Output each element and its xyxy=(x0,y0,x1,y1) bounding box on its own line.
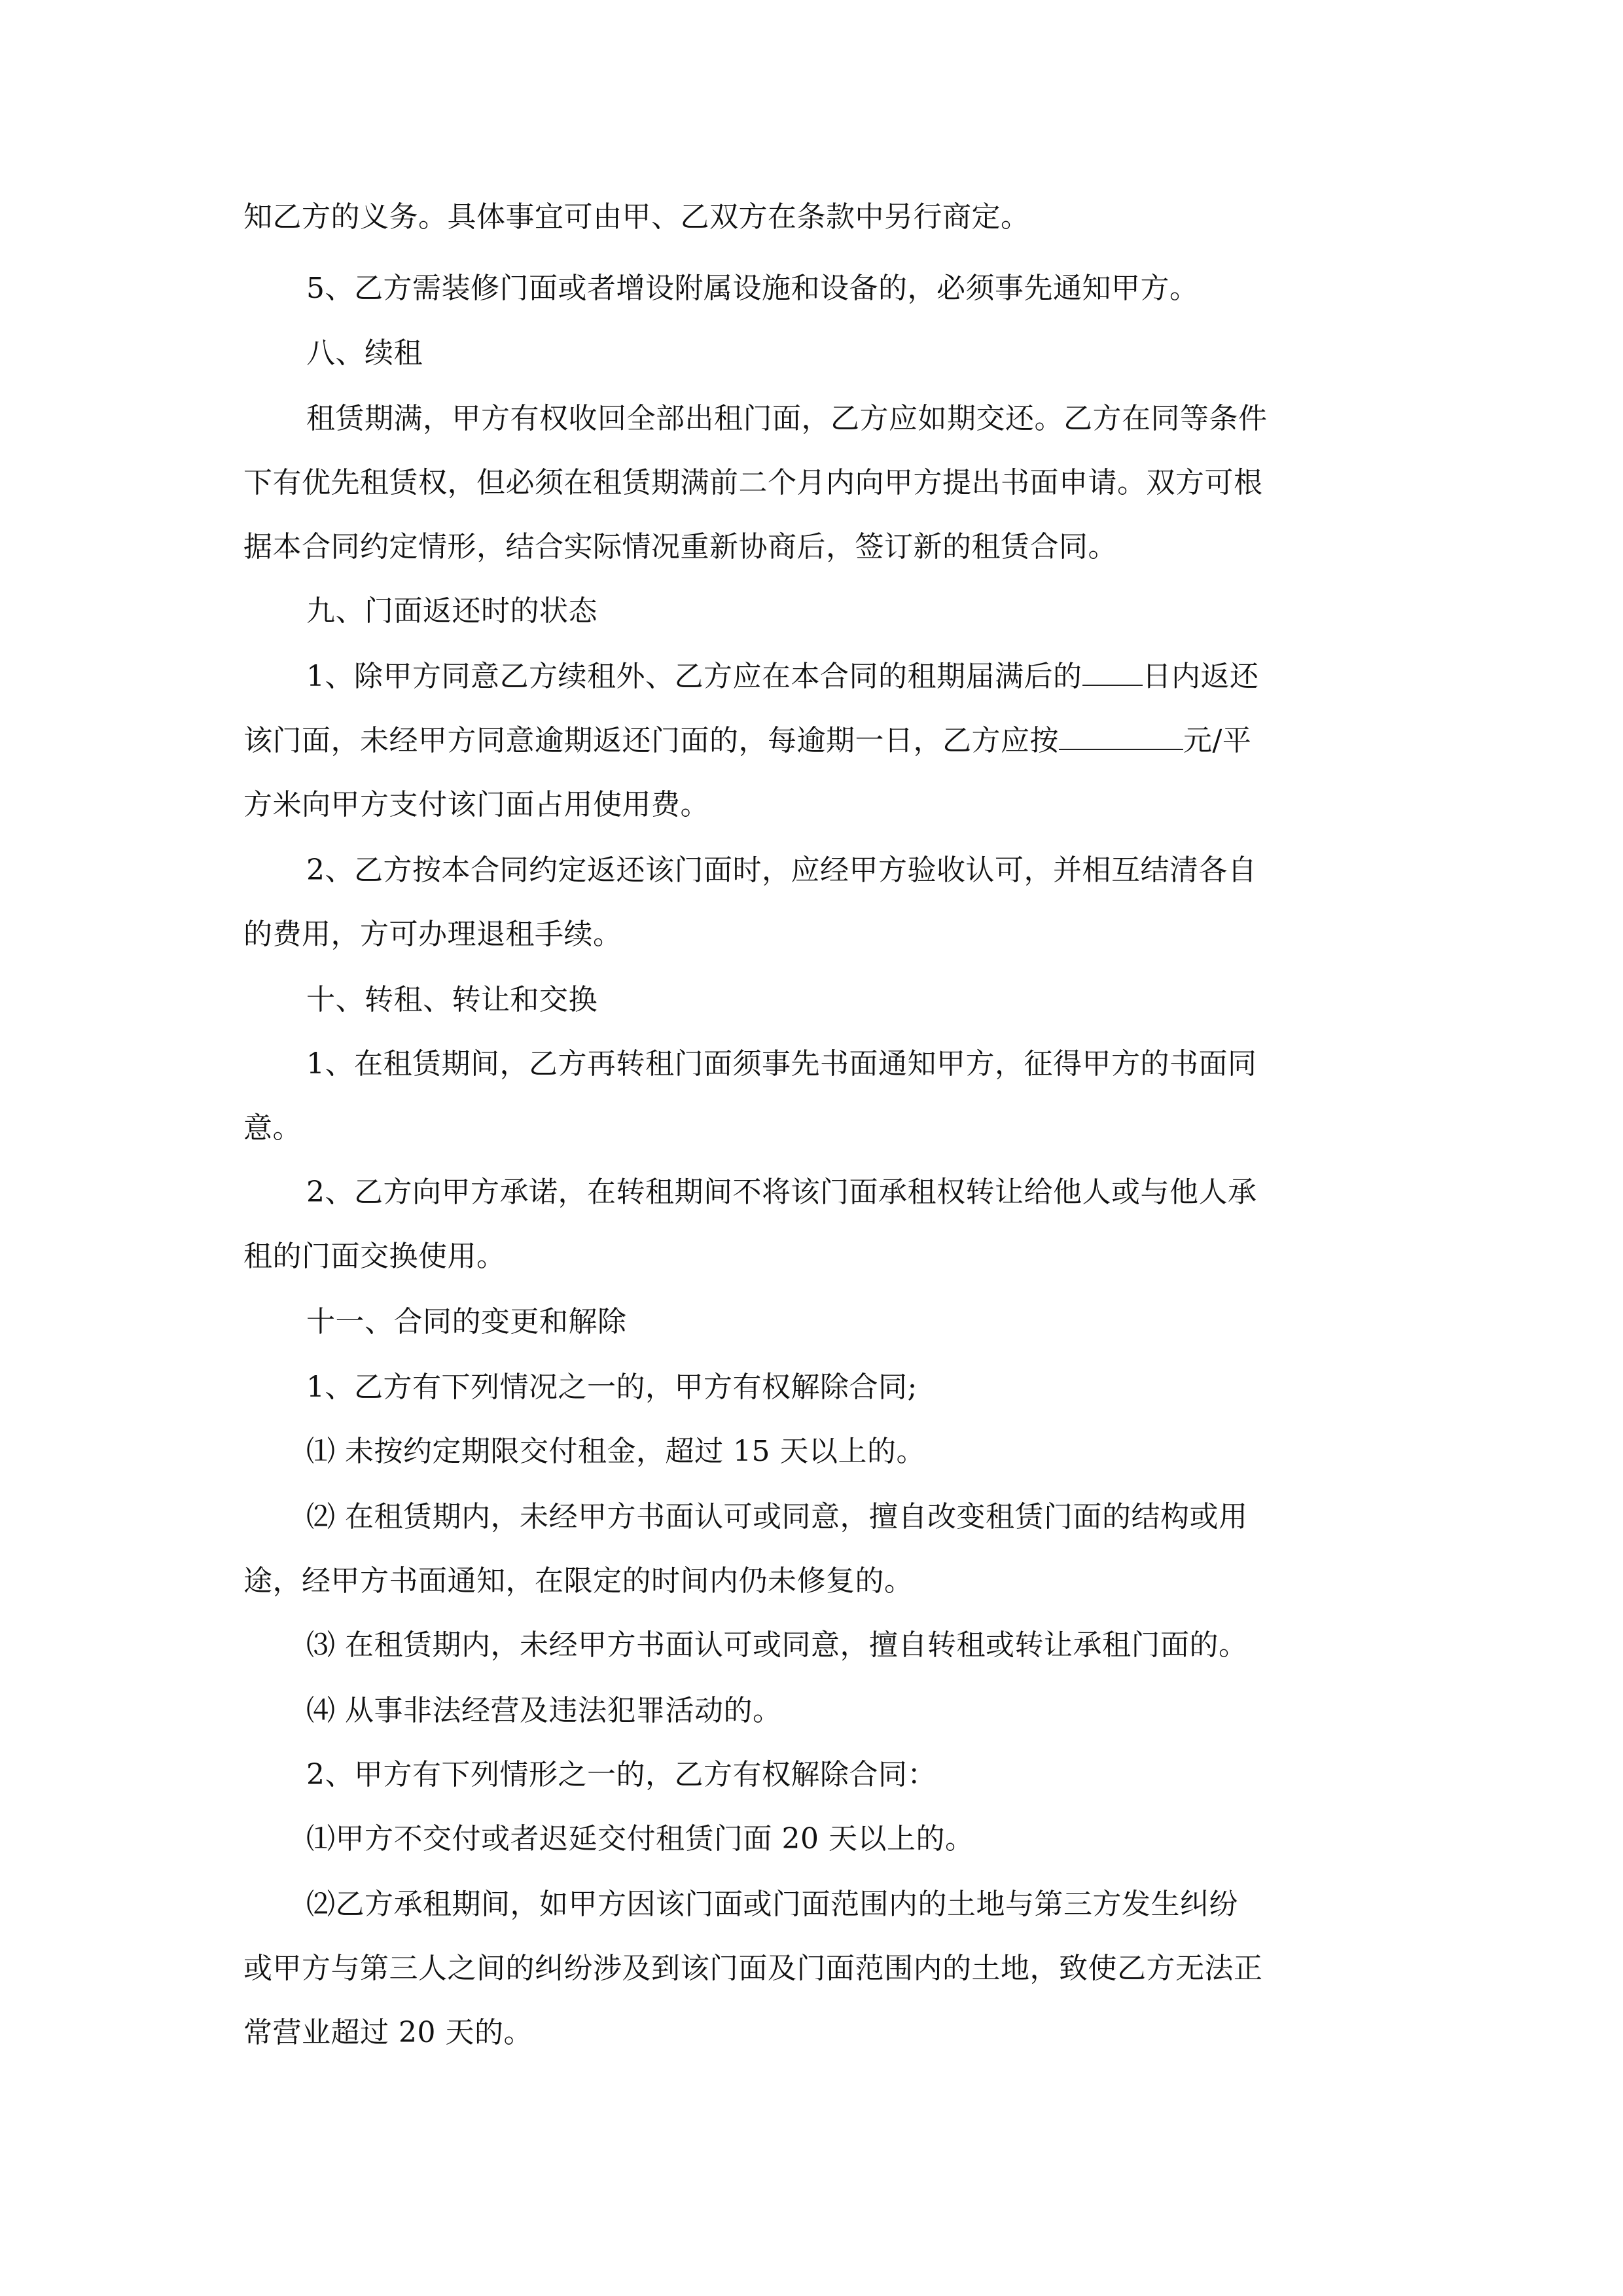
paragraph-line: 意。 xyxy=(243,1111,302,1145)
paragraph-line: 或甲方与第三人之间的纠纷涉及到该门面及门面范围内的土地，致使乙方无法正 xyxy=(243,1952,1263,1985)
list-item: ⑴ 未按约定期限交付租金，超过 15 天以上的。 xyxy=(306,1435,925,1468)
paragraph-line: 2、甲方有下列情形之一的，乙方有权解除合同： xyxy=(306,1758,936,1791)
paragraph-line: 途，经甲方书面通知，在限定的时间内仍未修复的。 xyxy=(243,1564,914,1598)
section-heading: 八、续租 xyxy=(306,336,423,370)
paragraph-line: 1、在租赁期间，乙方再转租门面须事先书面通知甲方，征得甲方的书面同 xyxy=(306,1047,1257,1081)
section-heading: 十、转租、转让和交换 xyxy=(306,983,597,1016)
list-item: ⑴甲方不交付或者迟延交付租赁门面 20 天以上的。 xyxy=(306,1822,974,1856)
paragraph-line: 租的门面交换使用。 xyxy=(243,1240,506,1273)
list-item: ⑷ 从事非法经营及违法犯罪活动的。 xyxy=(306,1694,782,1727)
list-item: ⑵乙方承租期间，如甲方因该门面或门面范围内的土地与第三方发生纠纷 xyxy=(306,1888,1238,1921)
paragraph-line: 方米向甲方支付该门面占用使用费。 xyxy=(243,788,709,821)
paragraph-line: 5、乙方需装修门面或者增设附属设施和设备的，必须事先通知甲方。 xyxy=(306,272,1199,305)
line-text: 该门面，未经甲方同意逾期返还门面的，每逾期一日，乙方应按 xyxy=(243,724,1059,757)
paragraph-line: 知乙方的义务。具体事宜可由甲、乙双方在条款中另行商定。 xyxy=(243,200,1030,234)
paragraph-line: 租赁期满，甲方有权收回全部出租门面，乙方应如期交还。乙方在同等条件 xyxy=(306,402,1268,435)
paragraph-line: 下有优先租赁权，但必须在租赁期满前二个月内向甲方提出书面申请。双方可根 xyxy=(243,466,1263,499)
line-text: 元/平 xyxy=(1183,724,1252,757)
paragraph-line: 常营业超过 20 天的。 xyxy=(243,2016,533,2049)
paragraph-line: 的费用，方可办理退租手续。 xyxy=(243,918,622,951)
paragraph-line: 2、乙方向甲方承诺，在转租期间不将该门面承租权转让给他人或与他人承 xyxy=(306,1175,1257,1209)
paragraph-line: 据本合同约定情形，结合实际情况重新协商后，签订新的租赁合同。 xyxy=(243,530,1117,564)
list-item: ⑶ 在租赁期内，未经甲方书面认可或同意，擅自转租或转让承租门面的。 xyxy=(306,1628,1248,1662)
line-text: 日内返还 xyxy=(1142,660,1259,693)
paragraph-line-with-blank xyxy=(306,657,1259,696)
section-heading: 九、门面返还时的状态 xyxy=(306,594,597,628)
fill-in-blank xyxy=(1059,723,1183,750)
paragraph-line: 1、乙方有下列情况之一的，甲方有权解除合同; xyxy=(306,1371,918,1404)
paragraph-line: 2、乙方按本合同约定返还该门面时，应经甲方验收认可，并相互结清各自 xyxy=(306,853,1257,887)
line-text: 1、除甲方同意乙方续租外、乙方应在本合同的租期届满后的 xyxy=(306,660,1082,693)
list-item: ⑵ 在租赁期内，未经甲方书面认可或同意，擅自改变租赁门面的结构或用 xyxy=(306,1500,1248,1534)
section-heading: 十一、合同的变更和解除 xyxy=(306,1305,627,1338)
paragraph-line-with-blank xyxy=(243,721,1251,761)
fill-in-blank xyxy=(1082,658,1143,686)
